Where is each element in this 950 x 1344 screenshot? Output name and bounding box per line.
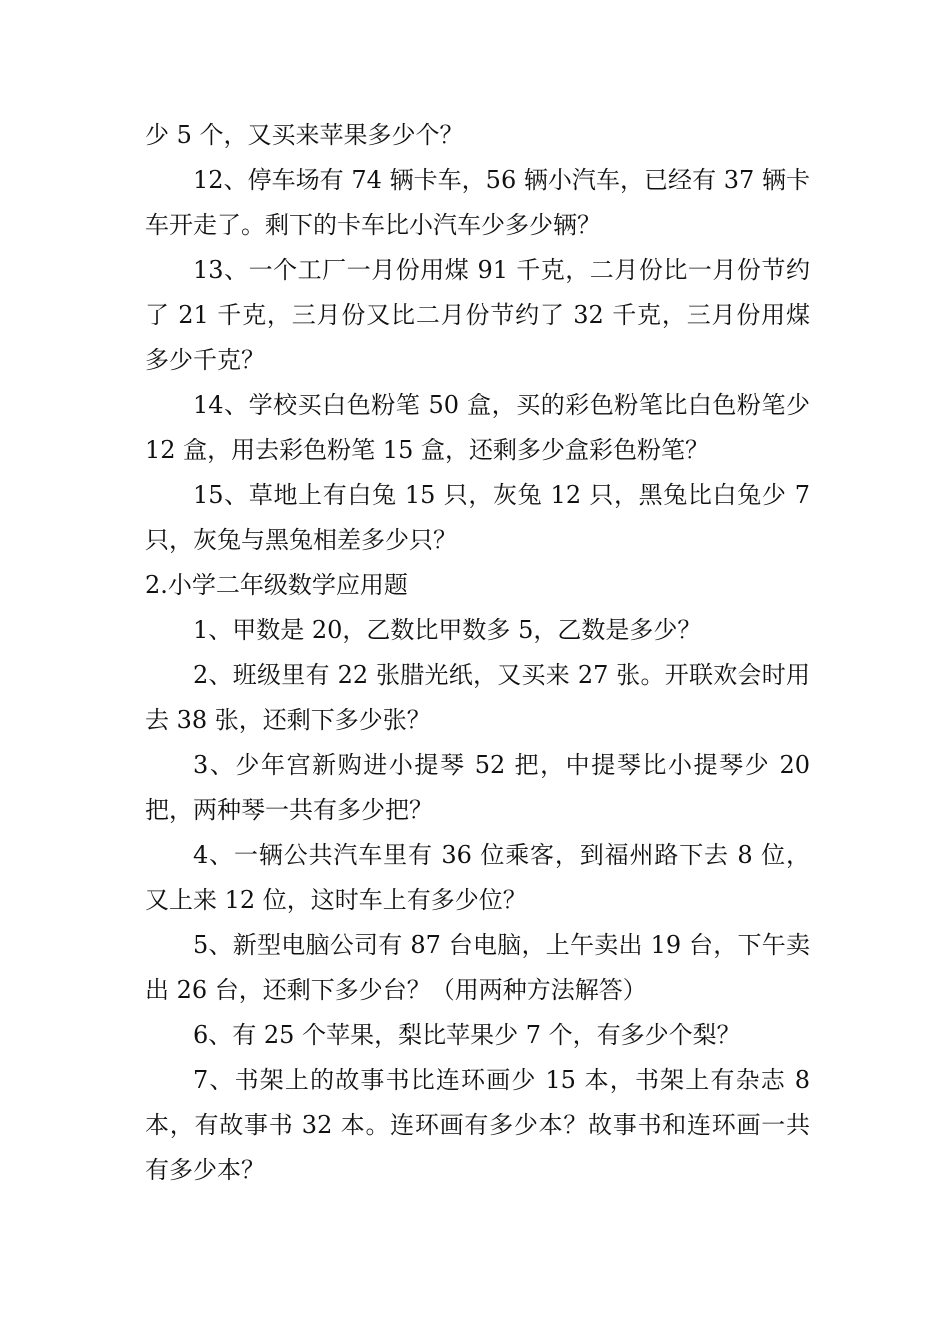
document-body <box>145 113 810 1193</box>
question-14: 14、学校买白色粉笔 50 盒，买的彩色粉笔比白色粉笔少 12 盒，用去彩色粉笔 15 盒，还剩多少盒彩色粉笔？ <box>145 391 810 464</box>
question-7: 7、书架上的故事书比连环画少 15 本，书架上有杂志 8 本，有故事书 32 本。连环画有多少本？故事书和连环画一共有多少本？ <box>145 1066 810 1184</box>
question-1: 1、甲数是 20，乙数比甲数多 5，乙数是多少？ <box>193 616 702 644</box>
question-3: 3、少年宫新购进小提琴 52 把，中提琴比小提琴少 20 把，两种琴一共有多少把？ <box>145 751 810 824</box>
question-2: 2、班级里有 22 张腊光纸，又买来 27 张。开联欢会时用去 38 张，还剩下多少张？ <box>145 661 810 734</box>
question-11-continuation: 少 5 个，又买来苹果多少个？ <box>145 121 464 149</box>
question-5: 5、新型电脑公司有 87 台电脑，上午卖出 19 台，下午卖出 26 台，还剩下多少台？（用两种方法解答） <box>145 931 810 1004</box>
question-13: 13、一个工厂一月份用煤 91 千克，二月份比一月份节约了 21 千克，三月份又比二月份节约了 32 千克，三月份用煤多少千克？ <box>145 256 810 374</box>
question-12: 12、停车场有 74 辆卡车，56 辆小汽车，已经有 37 辆卡车开走了。剩下的卡车比小汽车少多少辆？ <box>145 166 810 239</box>
question-6: 6、有 25 个苹果，梨比苹果少 7 个，有多少个梨？ <box>193 1021 741 1049</box>
question-15: 15、草地上有白兔 15 只，灰兔 12 只，黑兔比白兔少 7 只，灰兔与黑兔相差多少只？ <box>145 481 810 554</box>
question-4: 4、一辆公共汽车里有 36 位乘客，到福州路下去 8 位，又上来 12 位，这时车上有多少位？ <box>145 841 810 914</box>
section-heading: 2.小学二年级数学应用题 <box>145 571 408 599</box>
